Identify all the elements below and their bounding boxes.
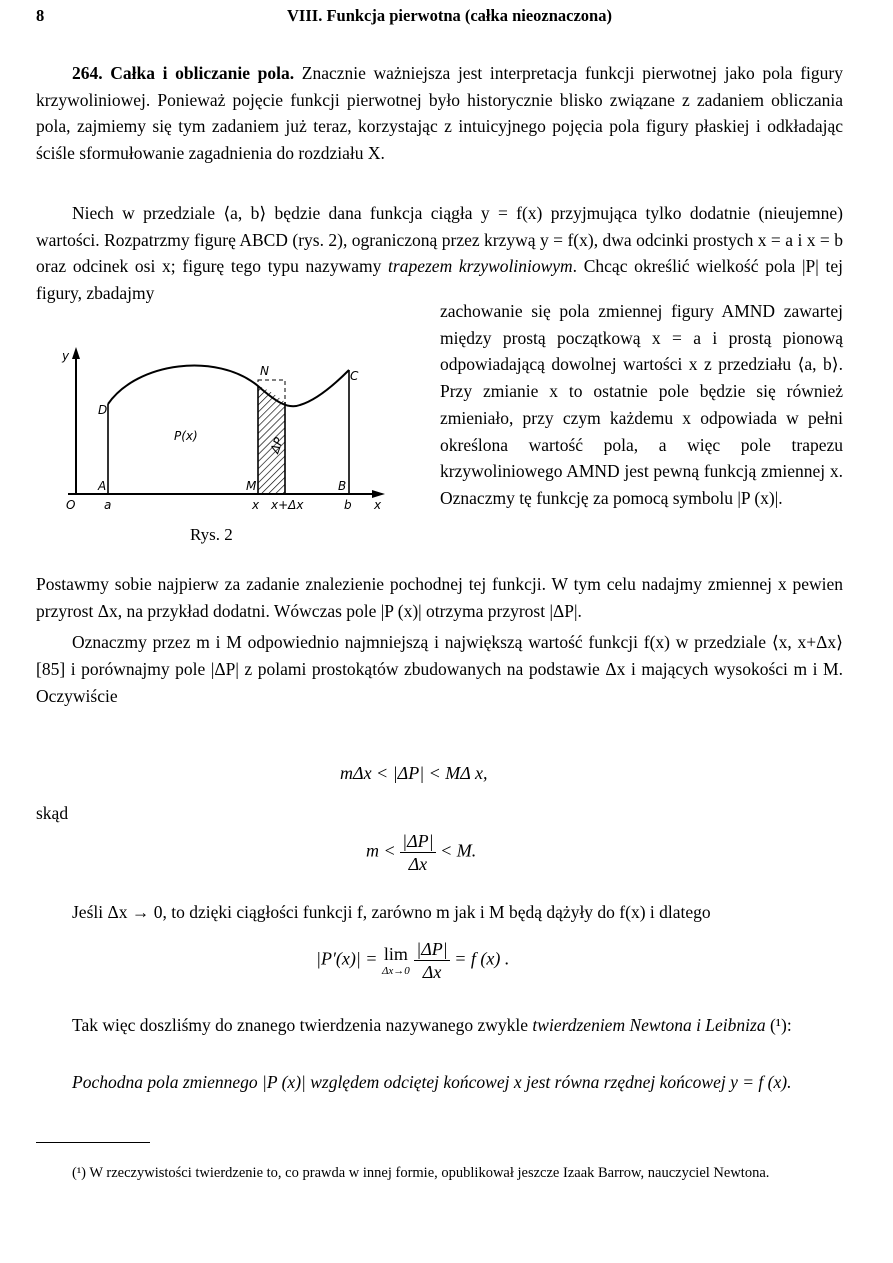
paragraph-6 (36, 1012, 843, 1039)
page-number: 8 (36, 6, 45, 25)
section-paragraph-2 (36, 200, 843, 307)
label-Px: P(x) (174, 429, 198, 443)
fraction-delta-p-dx-2 (414, 938, 449, 983)
eq2-left: m < (366, 840, 396, 861)
derivative-equation (316, 938, 509, 983)
figure-caption: Rys. 2 (190, 525, 233, 544)
fraction-denominator: Δx (408, 854, 428, 874)
y-axis-arrow-icon (72, 347, 80, 359)
fraction-numerator: |ΔP| (402, 831, 434, 851)
section-heading: 264. Całka i obliczanie pola. (72, 63, 295, 83)
label-M: M (246, 479, 257, 493)
term-emphasis: trapezem krzywoliniowym (388, 256, 573, 277)
footnote: (¹) W rzeczywistości twierdzenie to, co prawda w innej formie, opublikował jeszcze Izaak Barrow, nauczyciel Newtona. (72, 1165, 770, 1181)
label-b: b (344, 498, 352, 512)
running-header (36, 6, 857, 32)
label-B: B (338, 479, 347, 493)
paragraph-3: Postawmy sobie najpierw za zadanie znalezienie pochodnej tej funkcji. W tym celu nadajmy zmiennej x pewien przyrost Δx, na przykład dodatni. Wówczas pole |P (x)| otrzyma przyrost |ΔP|. (36, 574, 843, 621)
paragraph-text: (¹): (765, 1015, 792, 1035)
theorem-statement (36, 1069, 843, 1096)
paragraph-4: Oznaczmy przez m i M odpowiednio najmniejszą i największą wartość funkcji f(x) w przedziale ⟨x, x+Δx⟩ [85] i porównajmy pole |ΔP| z polami prostokątów zbudowanych na podstawie Δx i mających wysokości m i M. Oczywiście (36, 632, 843, 706)
section-paragraph-1 (36, 60, 843, 167)
label-x: x (252, 498, 260, 512)
inequality-2 (366, 830, 476, 875)
figure-rys-2 (52, 342, 404, 552)
fraction-delta-p-dx (400, 830, 435, 875)
eq3-right: = f (x) . (454, 948, 510, 969)
footnote-divider (36, 1142, 150, 1143)
continued-text (36, 571, 843, 710)
paragraph-text: Niech w przedziale ⟨a, b⟩ będzie dana funkcja ciągła y = f(x) przyjmująca tylko dodatnie (nieujemne) wartości. Rozpatrzmy figurę ABCD (rys. 2), ograniczoną przez krzywą y = f(x), dwa odcinki prostych x = a i x = b oraz odcinek osi x; figurę tego typu nazywamy (36, 203, 843, 277)
eq2-right: < M. (440, 840, 477, 861)
label-O: O (66, 498, 76, 512)
paragraph-text: . Chcąc określić wielkość pola |P| tej figury, zbadajmy (36, 256, 843, 304)
fraction-denominator: Δx (422, 962, 442, 982)
paragraph-text: Znacznie ważniejsza jest interpretacja funkcji pierwotnej jako pola figury krzywoliniowej. Ponieważ pojęcie funkcji pierwotnej było historycznie blisko związane z zadaniem obliczania pola, zajmiemy się tym zadaniem już teraz, korzystając z intuicyjnego pojęcia pola figury płaskiej i odkładając ściśle sformułowanie zagadnienia do rozdziału X. (36, 63, 843, 164)
paragraph-text: Tak więc doszliśmy do znanego twierdzenia nazywanego zwykle (72, 1015, 533, 1035)
limit-subscript: Δx→0 (381, 965, 410, 977)
label-C: C (350, 369, 359, 383)
eq3-left: |P′(x)| = (316, 948, 378, 969)
x-axis-arrow-icon (372, 490, 385, 498)
label-N: N (260, 364, 269, 378)
fraction-numerator: |ΔP| (416, 939, 448, 959)
label-x-dx: x+Δx (271, 498, 304, 512)
limit-label: lim (383, 944, 408, 964)
limit (382, 944, 410, 977)
label-y: y (62, 349, 70, 363)
theorem-text: Pochodna pola zmiennego |P (x)| względem odciętej końcowej x jest równa rzędnej końcowej y = f (x). (72, 1072, 792, 1092)
skad-word: skąd (36, 803, 69, 823)
label-x-axis: x (374, 498, 382, 512)
label-delta-p: ΔP (267, 435, 287, 456)
running-title: VIII. Funkcja pierwotna (całka nieoznaczona) (287, 6, 612, 25)
label-a: a (104, 498, 112, 512)
label-D: D (98, 403, 108, 417)
inequality-1: mΔx < |ΔP| < MΔ x, (340, 763, 488, 783)
curve-y-f-x (108, 366, 349, 407)
label-A: A (98, 479, 107, 493)
paragraph-5: Jeśli Δx → 0, to dzięki ciągłości funkcji f, zarówno m jak i M będą dążyły do f(x) i dlatego (72, 902, 711, 922)
wrap-paragraph: zachowanie się pola zmiennej figury AMND zawartej między prostą początkową x = a i prostą pionową odpowiadającą dowolnej wartości x z przedziału ⟨a, b⟩. Przy zmianie x to ostatnie pole będzie się również zmieniało, przy czym każdemu x odpowiada w pełni określona wartość pola, a więc pole trapezu krzywoliniowego AMND jest pewną funkcją zmiennej x. Oznaczmy tę funkcję za pomocą symbolu |P (x)|. (440, 301, 843, 508)
theorem-name: twierdzeniem Newtona i Leibniza (532, 1015, 766, 1035)
